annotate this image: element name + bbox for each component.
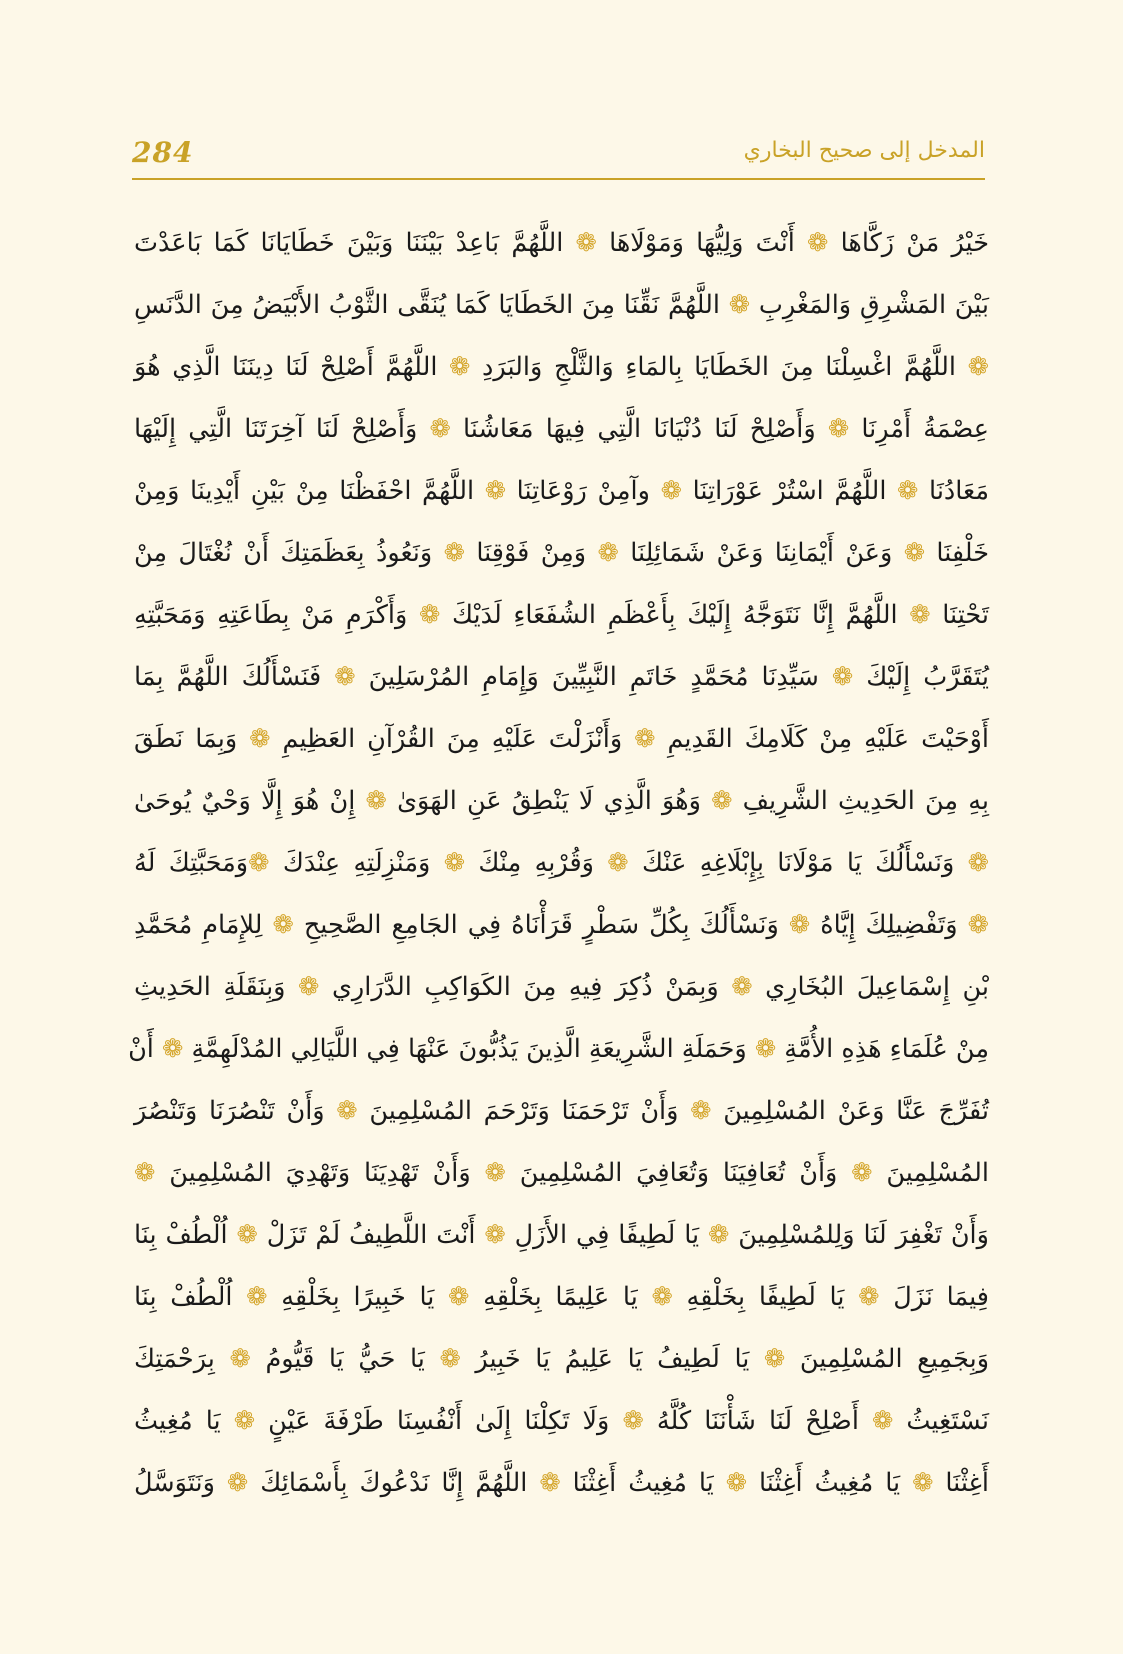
rosette-icon: ❁ bbox=[539, 1468, 561, 1498]
rosette-icon: ❁ bbox=[851, 1158, 873, 1188]
text-line: بْنِ إِسْمَاعِيلَ البُخَارِي ❁ وَبِمَنْ ذُكِرَ فِيهِ مِنَ الكَوَاكِبِ الدَّرَارِي ❁ وَبِنَقَلَةِ الحَدِيثِ bbox=[134, 972, 989, 1002]
text-line: المُسْلِمِينَ ❁ وَأَنْ تُعَافِيَنَا وَتُعَافِيَ المُسْلِمِينَ ❁ وَأَنْ تَهْدِيَنَا وَتَهْدِيَ المُسْلِمِينَ ❁ bbox=[134, 1158, 989, 1188]
rosette-icon: ❁ bbox=[754, 1034, 777, 1064]
text-line: فِيمَا نَزَلَ ❁ يَا لَطِيفًا بِخَلْقِهِ ❁ يَا عَلِيمًا بِخَلْقِهِ ❁ يَا خَبِيرًا بِخَلْقِهِ ❁ اُلْطُفْ بِنَا bbox=[134, 1282, 989, 1312]
rosette-icon: ❁ bbox=[575, 228, 597, 258]
text-line: نَسْتَغِيثُ ❁ أَصْلِحْ لَنَا شَأْنَنَا كُلَّهُ ❁ وَلَا تَكِلْنَا إِلَىٰ أَنْفُسِنَا طَرْفَةَ عَيْنٍ ❁ يَا مُغِيثُ bbox=[134, 1406, 989, 1436]
rosette-icon: ❁ bbox=[831, 662, 854, 692]
text-line: ❁ وَتَفْضِيلِكَ إِيَّاهُ ❁ وَنَسْأَلُكَ بِكُلِّ سَطْرٍ قَرَأْنَاهُ فِي الجَامِعِ الصَّحِيحِ ❁ لِلإِمَامِ مُحَمَّدِ bbox=[134, 910, 989, 940]
rosette-icon: ❁ bbox=[725, 1468, 748, 1498]
text-line: بَيْنَ المَشْرِقِ وَالمَغْرِبِ ❁ اللَّهُمَّ نَقِّنَا مِنَ الخَطَايَا كَمَا يُنَقَّى الثَّوْبُ الأَبْيَضُ مِنَ الدَّنَسِ bbox=[134, 290, 989, 320]
rosette-icon: ❁ bbox=[226, 1468, 249, 1498]
rosette-icon: ❁ bbox=[622, 1406, 644, 1436]
rosette-icon: ❁ bbox=[903, 538, 926, 568]
rosette-icon: ❁ bbox=[439, 1344, 461, 1374]
rosette-icon: ❁ bbox=[788, 910, 811, 940]
rosette-icon: ❁ bbox=[707, 1220, 730, 1250]
rosette-icon: ❁ bbox=[634, 724, 656, 754]
rosette-icon: ❁ bbox=[365, 786, 387, 816]
rosette-icon: ❁ bbox=[233, 1406, 256, 1436]
rosette-icon: ❁ bbox=[660, 476, 682, 506]
rosette-icon: ❁ bbox=[134, 1158, 156, 1188]
rosette-icon: ❁ bbox=[690, 1096, 712, 1126]
text-line: تَحْتِنَا ❁ اللَّهُمَّ إِنَّا نَتَوَجَّهُ إِلَيْكَ بِأَعْظَمِ الشُفَعَاءِ لَدَيْكَ ❁ وَأَكْرَمِ مَنْ بِطَاعَتِهِ وَمَحَبَّتِهِ bbox=[134, 600, 989, 630]
rosette-icon: ❁ bbox=[298, 972, 320, 1002]
rosette-icon: ❁ bbox=[711, 786, 733, 816]
text-line: أَوْحَيْتَ عَلَيْهِ مِنْ كَلَامِكَ القَدِيمِ ❁ وَأَنْزَلْتَ عَلَيْهِ مِنَ القُرْآنِ العَظِيمِ ❁ وَبِمَا نَطَقَ bbox=[134, 724, 990, 754]
rosette-icon: ❁ bbox=[448, 1282, 470, 1312]
rosette-icon: ❁ bbox=[731, 972, 753, 1002]
text-line: أَغِثْنَا ❁ يَا مُغِيثُ أَغِثْنَا ❁ يَا مُغِيثُ أَغِثْنَا ❁ اللَّهُمَّ إِنَّا نَدْعُوكَ بِأَسْمَائِكَ ❁ وَنَتَوَسَّلُ bbox=[134, 1468, 989, 1498]
rosette-icon: ❁ bbox=[858, 1282, 880, 1312]
running-title: المدخل إلى صحيح البخاري bbox=[743, 138, 985, 163]
rosette-icon: ❁ bbox=[484, 1158, 506, 1188]
rosette-icon: ❁ bbox=[249, 724, 271, 754]
rosette-icon: ❁ bbox=[272, 910, 294, 940]
text-line: مَعَادُنَا ❁ اللَّهُمَّ اسْتُرْ عَوْرَاتِنَا ❁ وآمِنْ رَوْعَاتِنَا ❁ اللَّهُمَّ احْفَظْنَا مِنْ بَيْنِ أَيْدِينَا وَمِنْ bbox=[134, 476, 989, 506]
rosette-icon: ❁ bbox=[429, 414, 451, 444]
rosette-icon: ❁ bbox=[418, 600, 441, 630]
rosette-icon: ❁ bbox=[246, 1282, 268, 1312]
rosette-icon: ❁ bbox=[236, 1220, 258, 1250]
text-line: عِصْمَةُ أَمْرِنَا ❁ وَأَصْلِحْ لَنَا دُنْيَانَا الَّتِي فِيهَا مَعَاشُنَا ❁ وَأَصْلِحْ لَنَا آخِرَتَنَا الَّتِي إِلَيْهَا bbox=[134, 414, 990, 444]
rosette-icon: ❁ bbox=[728, 290, 751, 320]
text-line: ❁ اللَّهُمَّ اغْسِلْنَا مِنَ الخَطَايَا بِالمَاءِ وَالثَّلْجِ وَالبَرَدِ ❁ اللَّهُمَّ أَصْلِحْ لَنَا دِينَنَا الَّذِي هُوَ bbox=[134, 352, 989, 382]
text-line: بِهِ مِنَ الحَدِيثِ الشَّرِيفِ ❁ وَهُوَ الَّذِي لَا يَنْطِقُ عَنِ الهَوَىٰ ❁ إِنْ هُوَ إِلَّا وَحْيٌ يُوحَىٰ bbox=[134, 786, 989, 816]
text-line: خَلْفِنَا ❁ وَعَنْ أَيْمَانِنَا وَعَنْ شَمَائِلِنَا ❁ وَمِنْ فَوْقِنَا ❁ وَنَعُوذُ بِعَظَمَتِكَ أَنْ نُغْتَالَ مِنْ bbox=[134, 538, 989, 568]
rosette-icon: ❁ bbox=[967, 352, 989, 382]
rosette-icon: ❁ bbox=[449, 352, 471, 382]
rosette-icon: ❁ bbox=[967, 848, 989, 878]
rosette-icon: ❁ bbox=[484, 1220, 506, 1250]
text-line: مِنْ عُلَمَاءِ هَذِهِ الأُمَّةِ ❁ وَحَمَلَةِ الشَّرِيعَةِ الَّذِينَ يَذُبُّونَ عَنْهَا فِي اللَّيَالِي المُدْلَهِمَّةِ ❁ أَنْ bbox=[128, 1034, 989, 1064]
rosette-icon: ❁ bbox=[651, 1282, 673, 1312]
text-line: تُفَرِّجَ عَنَّا وَعَنْ المُسْلِمِينَ ❁ وَأَنْ تَرْحَمَنَا وَتَرْحَمَ المُسْلِمِينَ ❁ وَأَنْ تَنْصُرَنَا وَتَنْصُرَ bbox=[134, 1096, 989, 1126]
text-line: وَبِجَمِيعِ المُسْلِمِينَ ❁ يَا لَطِيفُ يَا عَلِيمُ يَا خَبِيرُ ❁ يَا حَيُّ يَا قَيُّومُ ❁ بِرَحْمَتِكَ bbox=[134, 1344, 990, 1374]
rosette-icon: ❁ bbox=[827, 414, 850, 444]
text-line: ❁ وَنَسْأَلُكَ يَا مَوْلَانَا بِإِبْلَاغِهِ عَنْكَ ❁ وَقُرْبِهِ مِنْكَ ❁ وَمَنْزِلَتِهِ عِنْدَكَ ❁وَمَحَبَّتِكَ لَهُ bbox=[134, 848, 989, 878]
body-text bbox=[128, 212, 990, 1514]
rosette-icon: ❁ bbox=[334, 662, 356, 692]
rosette-icon: ❁ bbox=[229, 1344, 251, 1374]
page-header bbox=[132, 128, 985, 180]
rosette-icon: ❁ bbox=[912, 1468, 934, 1498]
rosette-icon: ❁ bbox=[607, 848, 629, 878]
rosette-icon: ❁ bbox=[443, 538, 465, 568]
rosette-icon: ❁ bbox=[443, 848, 466, 878]
page-number: 284 bbox=[132, 136, 194, 169]
rosette-icon: ❁ bbox=[909, 600, 931, 630]
text-line: خَيْرُ مَنْ زَكَّاهَا ❁ أَنْتَ وَلِيُّهَا وَمَوْلَاهَا ❁ اللَّهُمَّ بَاعِدْ بَيْنَنَا وَبَيْنَ خَطَايَانَا كَمَا بَاعَدْتَ bbox=[134, 228, 989, 258]
rosette-icon: ❁ bbox=[336, 1096, 358, 1126]
rosette-icon: ❁ bbox=[248, 848, 270, 878]
text-line: يُتَقَرَّبُ إِلَيْكَ ❁ سَيِّدِنَا مُحَمَّدٍ خَاتَمِ النَّبِيِّينَ وَإِمَامِ المُرْسَلِينَ ❁ فَنَسْأَلُكَ اللَّهُمَّ بِمَا bbox=[134, 662, 989, 692]
rosette-icon: ❁ bbox=[807, 228, 829, 258]
rosette-icon: ❁ bbox=[871, 1406, 894, 1436]
text-line: وَأَنْ تَغْفِرَ لَنَا وَلِلمُسْلِمِينَ ❁ يَا لَطِيفًا فِي الأَزَلِ ❁ أَنْتَ اللَّطِيفُ لَمْ تَزَلْ ❁ اُلْطُفْ بِنَا bbox=[134, 1220, 989, 1250]
rosette-icon: ❁ bbox=[967, 910, 989, 940]
header-divider bbox=[132, 178, 985, 180]
rosette-icon: ❁ bbox=[484, 476, 507, 506]
rosette-icon: ❁ bbox=[897, 476, 919, 506]
rosette-icon: ❁ bbox=[597, 538, 619, 568]
rosette-icon: ❁ bbox=[763, 1344, 786, 1374]
rosette-icon: ❁ bbox=[162, 1034, 184, 1064]
